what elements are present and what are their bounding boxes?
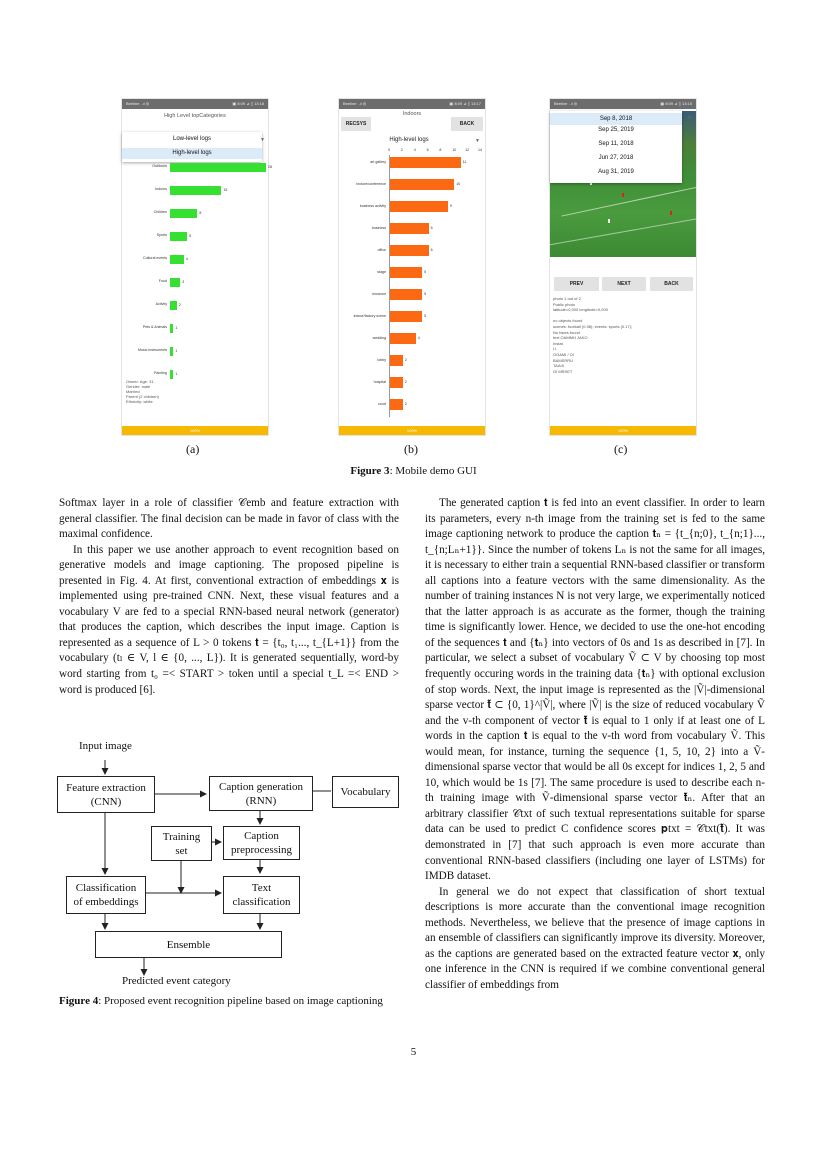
pitch-line bbox=[561, 186, 698, 216]
axis-tick: 14 bbox=[478, 148, 482, 152]
status-left: Beeline ..ıl ◎ bbox=[343, 101, 367, 106]
category-label: court bbox=[378, 402, 386, 406]
category-label: Food bbox=[158, 279, 167, 283]
info-line: OI MRSET bbox=[553, 368, 573, 374]
phone-screenshot-c bbox=[549, 98, 697, 436]
phone-screenshot-b bbox=[338, 98, 486, 436]
node-line: Classification bbox=[75, 882, 137, 894]
category-label: art gallery bbox=[370, 160, 386, 164]
node-line: Vocabulary bbox=[340, 786, 391, 798]
owner-line: Married bbox=[126, 389, 140, 394]
subfigure-label-b: (b) bbox=[404, 442, 418, 456]
category-label: stage bbox=[377, 270, 386, 274]
date-option[interactable]: Sep 8, 2018 bbox=[550, 113, 682, 125]
bar-value: 5 bbox=[424, 270, 427, 274]
player bbox=[608, 219, 610, 223]
bar-value: 2 bbox=[178, 303, 181, 307]
category-label: Indoors bbox=[155, 187, 167, 191]
status-bar bbox=[122, 99, 268, 109]
right-column-text bbox=[425, 496, 765, 994]
axis-tick: 0 bbox=[388, 148, 390, 152]
category-label: Activity bbox=[155, 302, 167, 306]
owner-info bbox=[126, 379, 236, 404]
node-line: preprocessing bbox=[230, 844, 293, 856]
node-line: Caption bbox=[244, 830, 279, 842]
date-option[interactable]: Jun 27, 2018 bbox=[598, 155, 634, 161]
paragraph: In general we do not expect that classification of short textual descriptions is more accurate than the conventional image recognition methods. Nevertheless, we believe that the presence of image captions in an ensemble of classifiers can significantly improve its diversity. Moreover, as the captions are generated based on the extracted feature vector 𝐱, only one inference in the CNN is required if we combine conventional general classifier of embeddings from bbox=[425, 885, 765, 991]
photo-info bbox=[553, 296, 693, 374]
info-line: I.I. bbox=[553, 346, 558, 352]
info-line: text OAMMH JAKO bbox=[553, 335, 588, 341]
category-label: office bbox=[377, 248, 386, 252]
bar bbox=[390, 355, 403, 366]
info-line: TAAIII bbox=[553, 363, 564, 369]
category-label: Outdoors bbox=[152, 164, 167, 168]
phone-screenshot-a bbox=[121, 98, 272, 436]
text-classification-box bbox=[223, 876, 300, 914]
bar bbox=[390, 267, 422, 278]
node-line: Feature extraction bbox=[66, 781, 146, 794]
bar-value: 9 bbox=[449, 204, 452, 208]
axis-tick: 10 bbox=[452, 148, 457, 152]
category-label: hospital bbox=[373, 380, 386, 384]
category-label: Pets & Animals bbox=[142, 325, 167, 329]
screen-title: High Level topCategories bbox=[164, 113, 226, 119]
bar bbox=[390, 201, 448, 212]
owner-line: Gender: male bbox=[126, 384, 151, 389]
progress-bar: 100% bbox=[122, 426, 268, 435]
node-line: Training bbox=[162, 830, 201, 843]
recsys-button[interactable]: RECSYS bbox=[341, 117, 371, 131]
page-number: 5 bbox=[410, 1046, 417, 1058]
axis-tick: 4 bbox=[413, 148, 416, 152]
bar-value: 2 bbox=[404, 380, 407, 384]
status-bar bbox=[339, 99, 485, 109]
bar-value: 15 bbox=[223, 188, 228, 192]
status-right: ▣ 8:09 ⊿ ▯ 13:15 bbox=[660, 101, 692, 106]
status-left: Beeline ..ıl ◎ bbox=[554, 101, 578, 106]
category-label: Music instruments bbox=[138, 348, 167, 352]
chevron-down-icon[interactable]: ▼ bbox=[475, 138, 480, 144]
bar bbox=[170, 232, 187, 241]
bar-value: 5 bbox=[424, 314, 427, 318]
paragraph: In this paper we use another approach to event recognition based on generative models and image captioning. The proposed pipeline is presented in Fig. 4. At first, conventional extraction of embeddings 𝐱 is implemented using pre-trained CNN. Next, these visual features and a vocabulary V are fed to a special RNN-based neural network (generator) that produces the caption, which describes the input image. Caption is represented as a sequence of L > 0 tokens 𝐭 = {t₀, t₁..., t_{L+1}} from the vocabulary (tₗ ∈ V, l ∈ {0, ..., L}). It is generated sequentially, word-by word starting from t₀ =< START > token until a special t_L =< END > word is produced [6]. bbox=[59, 543, 399, 696]
bar bbox=[170, 186, 221, 195]
bar bbox=[390, 333, 416, 344]
bar-value: 6 bbox=[430, 248, 433, 252]
bar-value: 1 bbox=[175, 349, 178, 353]
info-line: no objects found bbox=[553, 318, 583, 324]
category-label: wedding bbox=[372, 336, 386, 340]
category-label: lecture/conference bbox=[356, 182, 386, 186]
bar bbox=[170, 301, 177, 310]
category-label: Cultural events bbox=[143, 256, 167, 260]
info-line: OOAMI / OI bbox=[553, 351, 574, 357]
next-button[interactable]: NEXT bbox=[602, 277, 646, 291]
node-line: Caption generation bbox=[218, 780, 303, 793]
progress-bar: 100% bbox=[550, 426, 696, 435]
category-label: Sports bbox=[156, 233, 167, 237]
node-line: classification bbox=[232, 896, 291, 908]
node-line: Text bbox=[251, 882, 272, 894]
bar-value: 11 bbox=[462, 160, 467, 164]
info-line: BAMSRRU bbox=[553, 357, 574, 363]
axis-tick: 12 bbox=[465, 148, 470, 152]
node-line: (CNN) bbox=[90, 795, 122, 808]
dropdown-option-low-level[interactable]: Low-level logs bbox=[172, 136, 212, 142]
chevron-down-icon[interactable]: ▼ bbox=[687, 115, 692, 121]
node-line: of embeddings bbox=[73, 896, 139, 908]
vocabulary-box bbox=[332, 776, 399, 808]
progress-bar: 100% bbox=[339, 426, 485, 435]
status-right: ▣ 8:09 ⊿ ▯ 13:18 bbox=[232, 101, 264, 106]
info-line: No faces found bbox=[553, 329, 580, 335]
subfigure-label-c: (c) bbox=[614, 442, 628, 456]
bar-value: 2 bbox=[404, 358, 407, 362]
bar bbox=[390, 377, 403, 388]
paragraph: The generated caption 𝐭 is fed into an event classifier. In order to learn its parameters, every n-th image from the training set is fed to the same image captioning network to produce the caption 𝐭ₙ = {t_{n;0}, t_{n;1}..., t_{n;Lₙ+1}}. Since the number of tokens Lₙ is not the same for all images, it is necessary to either train a sequential RNN-based classifier or transform all captions into a feature vectors with the same dimensionality. As the number of training instances N is not very large, we experimentally noticed that the latter approach is as accurate as the former, though the training time is significantly lower. Hence, we decided to use the one-hot encoding of the sequences 𝐭 and {𝐭ₙ} into vectors of 0s and 1s as described in [7]. In particular, we select a subset of vocabulary Ṽ ⊂ V by choosing top most frequently occuring words in the training data {𝐭ₙ} with optional exclusion of stop words. Next, the input image is represented as the |Ṽ|-dimensional sparse vector 𝐭̃ ⊂ {0, 1}^|Ṽ|, where |Ṽ| is the size of reduced vocabulary Ṽ and the v-th component of vector 𝐭̃ is equal to 1 only if at least one of L words in the caption 𝐭 is equal to the v-th word from vocabulary Ṽ. This would mean, for instance, turning the sequence {1, 5, 10, 2} into a Ṽ-dimensional sparse vector that would be all 0s except for indices 1, 2, 5 and 10, which would be 1s [7]. The same procedure is used to describe each n-th training image with Ṽ-dimensional sparse vector 𝐭̃ₙ. After that an arbitrary classifier 𝒞txt of such textual representations suitable for sparse data can be used to predict C confidence scores 𝐩txt = 𝒞txt(𝐭̃). It was demonstrated in [7] that such approach is even more accurate than conventional RNN-based classifiers (including one layer of LSTMs) for IMDB dataset. bbox=[425, 497, 765, 883]
figure-3-caption bbox=[0, 465, 827, 477]
bar-value: 5 bbox=[424, 292, 427, 296]
info-line: Public photo bbox=[553, 301, 576, 307]
paragraph: Softmax layer in a role of classifier 𝒞emb and feature extraction with general classifier. The final decision can be made in favor of class with the maximal confidence. bbox=[59, 497, 399, 541]
category-label: Painting bbox=[154, 371, 167, 375]
bar bbox=[390, 179, 454, 190]
bar bbox=[170, 255, 184, 264]
bar bbox=[170, 209, 197, 218]
node-line: Ensemble bbox=[166, 938, 211, 951]
category-label: lobby bbox=[377, 358, 386, 362]
bar-value: 8 bbox=[199, 211, 202, 215]
dropdown-option-high-level[interactable]: High-level logs bbox=[122, 148, 262, 159]
figure-3-label: Figure 3 bbox=[350, 465, 390, 477]
figure-4-text: : Proposed event recognition pipeline based on image captioning bbox=[98, 995, 383, 1007]
node-line: (RNN) bbox=[245, 794, 277, 807]
info-line: photo 1 out of 2 bbox=[553, 296, 581, 301]
pitch-line bbox=[541, 216, 709, 247]
bar bbox=[170, 324, 173, 333]
caption-preprocessing-box bbox=[223, 826, 300, 860]
feature-extraction-box bbox=[57, 776, 155, 813]
player bbox=[670, 211, 672, 215]
bar bbox=[390, 223, 429, 234]
bar-value: 2 bbox=[404, 402, 407, 406]
bar bbox=[390, 245, 429, 256]
diagram-output-label: Predicted event category bbox=[122, 975, 231, 987]
caption-generation-box bbox=[209, 776, 313, 811]
bar-value: 1 bbox=[175, 372, 178, 376]
category-label: Children bbox=[153, 210, 167, 214]
owner-line: Parent (2 children) bbox=[126, 394, 159, 399]
bar-value: 3 bbox=[182, 280, 185, 284]
back-button[interactable]: BACK bbox=[451, 117, 483, 131]
axis-tick: 2 bbox=[400, 148, 403, 152]
bar-value: 4 bbox=[185, 257, 188, 261]
chevron-down-icon[interactable]: ▼ bbox=[260, 137, 265, 143]
bar-value: 1 bbox=[175, 326, 178, 330]
figure-3-text: : Mobile demo GUI bbox=[389, 465, 477, 477]
diagram-input-label: Input image bbox=[79, 740, 132, 752]
bar-value: 28 bbox=[268, 165, 272, 169]
status-bar bbox=[550, 99, 696, 109]
player bbox=[622, 193, 624, 197]
logs-dropdown[interactable] bbox=[122, 132, 262, 162]
bar bbox=[390, 399, 403, 410]
figure-4-caption bbox=[59, 994, 399, 1008]
bar bbox=[170, 347, 173, 356]
date-option[interactable]: Sep 11, 2018 bbox=[598, 141, 634, 147]
owner-line: Owner: Age: 31 bbox=[126, 379, 154, 384]
category-label: business bbox=[371, 226, 386, 230]
bar-value: 6 bbox=[430, 226, 433, 230]
bar bbox=[390, 289, 422, 300]
node-line: set bbox=[175, 844, 188, 857]
bar-value: 10 bbox=[456, 182, 461, 186]
bar bbox=[170, 163, 266, 172]
ensemble-box bbox=[95, 931, 282, 958]
back-button[interactable]: BACK bbox=[650, 277, 693, 291]
training-set-box bbox=[151, 826, 212, 861]
date-option[interactable]: Sep 25, 2019 bbox=[598, 127, 634, 133]
bar bbox=[390, 157, 461, 168]
owner-line: Ethnicity: white bbox=[126, 399, 153, 404]
category-label: indoor/factory scene bbox=[353, 314, 386, 318]
prev-button[interactable]: PREV bbox=[554, 277, 599, 291]
axis-tick: 8 bbox=[439, 148, 442, 152]
logs-dropdown[interactable]: High-level logs bbox=[389, 137, 429, 143]
bar-value: 5 bbox=[189, 234, 192, 238]
status-right: ▣ 8:09 ⊿ ▯ 13:17 bbox=[449, 101, 481, 106]
info-line: scenes: football (0.98); events: sports (0.17); bbox=[553, 323, 633, 329]
category-label: business activity bbox=[359, 204, 386, 208]
bar-value: 4 bbox=[417, 336, 420, 340]
date-dropdown[interactable] bbox=[550, 111, 682, 183]
date-option[interactable]: Aug 31, 2019 bbox=[598, 169, 634, 175]
figure-4-label: Figure 4 bbox=[59, 995, 99, 1007]
left-column-text bbox=[59, 496, 399, 698]
info-line: Instat bbox=[553, 340, 563, 346]
axis-tick: 6 bbox=[426, 148, 429, 152]
info-line: latitude=0,000 longitude=0,000 bbox=[553, 307, 608, 313]
bar bbox=[170, 370, 173, 379]
classification-embeddings-box bbox=[66, 876, 146, 914]
bar bbox=[170, 278, 180, 287]
bar bbox=[390, 311, 422, 322]
category-label: museum bbox=[372, 292, 386, 296]
status-left: Beeline ..ıl ◎ bbox=[126, 101, 150, 106]
subfigure-label-a: (a) bbox=[186, 442, 200, 456]
screen-title: Indoors bbox=[402, 111, 422, 117]
